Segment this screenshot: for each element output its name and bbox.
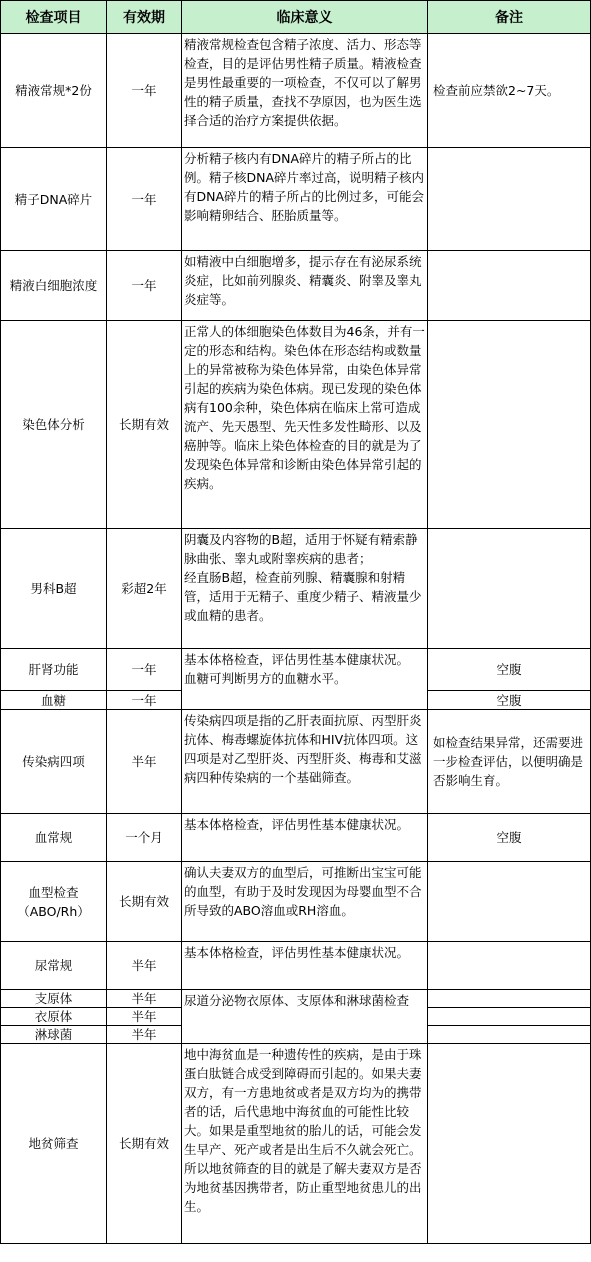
header-validity: 有效期 — [107, 1, 182, 34]
cell-meaning: 基本体格检查，评估男性基本健康状况。 — [182, 814, 428, 862]
cell-meaning: 分析精子核内有DNA碎片的精子所占的比例。精子核DNA碎片率过高，说明精子核内有DNA碎片的精子所占的比例过多，可能会影响精卵结合、胚胎质量等。 — [182, 148, 428, 251]
cell-meaning: 如精液中白细胞增多，提示存在有泌尿系统炎症，比如前列腺炎、精囊炎、附睾及睾丸炎症等。 — [182, 251, 428, 321]
cell-meaning: 正常人的体细胞染色体数目为46条，并有一定的形态和结构。染色体在形态结构或数量上的异常被称为染色体异常，由染色体异常引起的疾病为染色体病。现已发现的染色体病有100余种，染色体病在临床上常可造成流产、先天愚型、先天性多发性畸形、以及癌肿等。临床上染色体检查的目的就是为了发现染色体异常和诊断由染色体异常引起的疾病。 — [182, 321, 428, 529]
table-row — [1, 529, 591, 649]
cell-note — [428, 148, 591, 251]
cell-meaning: 确认夫妻双方的血型后，可推断出宝宝可能的血型，有助于及时发现因为母婴血型不合所导致的ABO溶血或RH溶血。 — [182, 862, 428, 942]
cell-note — [428, 529, 591, 649]
cell-validity: 半年 — [107, 710, 182, 814]
table-row — [1, 321, 591, 529]
item-line: 血型检查 — [28, 884, 79, 900]
table-row — [1, 710, 591, 814]
cell-item: 尿常规 — [1, 942, 107, 990]
cell-meaning: 精液常规检查包含精子浓度、活力、形态等检查，目的是评估男性精子质量。精液检查是男性最重要的一项检查，不仅可以了解男性的精子质量，查找不孕原因，也为医生选择合适的治疗方案提供依据。 — [182, 34, 428, 148]
cell-note: 空腹 — [428, 649, 591, 691]
cell-note — [428, 990, 591, 1008]
cell-item: 男科B超 — [1, 529, 107, 649]
meaning-line: 基本体格检查，评估男性基本健康状况。 — [184, 652, 410, 667]
cell-meaning: 尿道分泌物衣原体、支原体和淋球菌检查 — [182, 990, 428, 1044]
cell-note: 检查前应禁欲2~7天。 — [428, 34, 591, 148]
cell-item — [1, 862, 107, 942]
header-meaning: 临床意义 — [182, 1, 428, 34]
cell-meaning — [182, 529, 428, 649]
table-row — [1, 251, 591, 321]
cell-item: 支原体 — [1, 990, 107, 1008]
table-row — [1, 814, 591, 862]
cell-validity: 长期有效 — [107, 1044, 182, 1244]
cell-note — [428, 862, 591, 942]
item-line: （ABO/Rh） — [17, 903, 90, 919]
cell-note: 空腹 — [428, 814, 591, 862]
cell-validity: 半年 — [107, 1026, 182, 1044]
header-item: 检查项目 — [1, 1, 107, 34]
cell-item: 肝肾功能 — [1, 649, 107, 691]
table-row — [1, 1044, 591, 1244]
cell-validity: 一个月 — [107, 814, 182, 862]
table-row — [1, 34, 591, 148]
cell-validity: 半年 — [107, 942, 182, 990]
table-row — [1, 148, 591, 251]
cell-note — [428, 321, 591, 529]
cell-item: 血常规 — [1, 814, 107, 862]
cell-validity: 半年 — [107, 1008, 182, 1026]
table-row — [1, 862, 591, 942]
cell-validity: 一年 — [107, 148, 182, 251]
table-row — [1, 649, 591, 691]
cell-validity: 一年 — [107, 251, 182, 321]
cell-validity: 半年 — [107, 990, 182, 1008]
cell-meaning — [182, 649, 428, 710]
cell-note: 如检查结果异常，还需要进一步检查评估，以便明确是否影响生育。 — [428, 710, 591, 814]
cell-validity: 长期有效 — [107, 862, 182, 942]
cell-validity: 一年 — [107, 649, 182, 691]
cell-validity: 一年 — [107, 34, 182, 148]
header-note: 备注 — [428, 1, 591, 34]
table-row — [1, 990, 591, 1008]
meaning-line: 血糖可判断男方的血糖水平。 — [184, 671, 347, 686]
cell-item: 精液常规*2份 — [1, 34, 107, 148]
cell-item: 淋球菌 — [1, 1026, 107, 1044]
cell-meaning: 地中海贫血是一种遗传性的疾病，是由于珠蛋白肽链合成受到障碍而引起的。如果夫妻双方，有一方患地贫或者是双方均为的携带者的话，后代患地中海贫血的可能性比较大。如果是重型地贫的胎儿的话，可能会发生早产、死产或者是出生后不久就会死亡。所以地贫筛查的目的就是了解夫妻双方是否为地贫基因携带者，防止重型地贫患儿的出生。 — [182, 1044, 428, 1244]
cell-item: 染色体分析 — [1, 321, 107, 529]
header-row — [1, 1, 591, 34]
cell-meaning: 基本体格检查，评估男性基本健康状况。 — [182, 942, 428, 990]
cell-meaning: 传染病四项是指的乙肝表面抗原、丙型肝炎抗体、梅毒螺旋体抗体和HIV抗体四项。这四项是对乙型肝炎、丙型肝炎、梅毒和艾滋病四种传染病的一个基础筛查。 — [182, 710, 428, 814]
cell-item: 精液白细胞浓度 — [1, 251, 107, 321]
cell-item: 地贫筛查 — [1, 1044, 107, 1244]
cell-validity: 彩超2年 — [107, 529, 182, 649]
cell-item: 血糖 — [1, 691, 107, 710]
cell-item: 衣原体 — [1, 1008, 107, 1026]
cell-note — [428, 251, 591, 321]
cell-note — [428, 1044, 591, 1244]
cell-validity: 一年 — [107, 691, 182, 710]
table-row — [1, 942, 591, 990]
meaning-line: 阴囊及内容物的B超，适用于怀疑有精索静脉曲张、睾丸或附睾疾病的患者； — [184, 532, 418, 566]
cell-note: 空腹 — [428, 691, 591, 710]
cell-item: 精子DNA碎片 — [1, 148, 107, 251]
cell-note — [428, 1008, 591, 1026]
cell-item: 传染病四项 — [1, 710, 107, 814]
cell-note — [428, 942, 591, 990]
cell-validity: 长期有效 — [107, 321, 182, 529]
cell-note — [428, 1026, 591, 1044]
meaning-line: 经直肠B超，检查前列腺、精囊腺和射精管，适用于无精子、重度少精子、精液量少或血精的患者。 — [184, 570, 422, 623]
